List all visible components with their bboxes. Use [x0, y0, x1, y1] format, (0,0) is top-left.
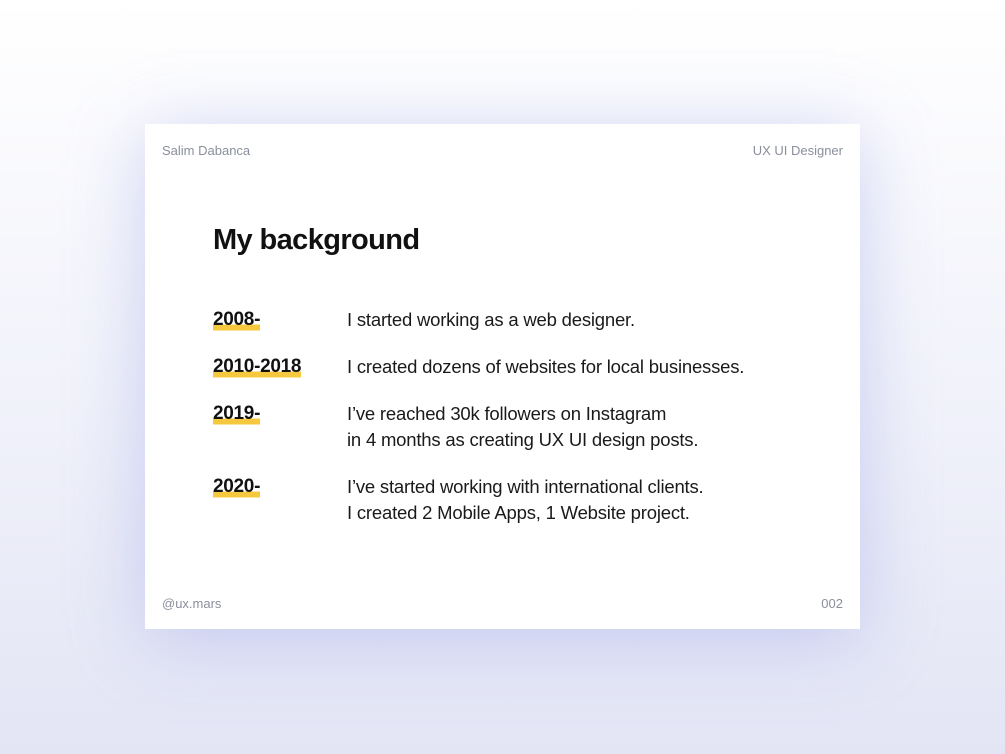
- description-line: I’ve started working with international clients.: [347, 476, 704, 497]
- timeline-description: [347, 307, 635, 333]
- description-line: I’ve reached 30k followers on Instagram: [347, 403, 667, 424]
- page-title: My background: [213, 224, 420, 256]
- timeline-year: 2020-: [213, 474, 260, 500]
- slide-card: [145, 124, 860, 629]
- timeline-year: 2008-: [213, 307, 260, 333]
- social-handle: @ux.mars: [162, 596, 222, 611]
- timeline-row: [213, 307, 813, 333]
- timeline-year: 2019-: [213, 401, 260, 427]
- timeline: [213, 307, 813, 547]
- timeline-description: [347, 354, 744, 380]
- description-line: in 4 months as creating UX UI design posts.: [347, 429, 699, 450]
- timeline-year: 2010-2018: [213, 354, 301, 380]
- timeline-row: [213, 474, 813, 526]
- description-line: I created dozens of websites for local businesses.: [347, 356, 745, 377]
- author-role: UX UI Designer: [752, 143, 843, 158]
- timeline-description: [347, 401, 698, 453]
- description-line: I created 2 Mobile Apps, 1 Website project.: [347, 502, 690, 523]
- timeline-row: [213, 354, 813, 380]
- timeline-row: [213, 401, 813, 453]
- description-line: I started working as a web designer.: [347, 309, 635, 330]
- author-name: Salim Dabanca: [162, 143, 251, 158]
- timeline-description: [347, 474, 703, 526]
- page-number: 002: [821, 596, 843, 611]
